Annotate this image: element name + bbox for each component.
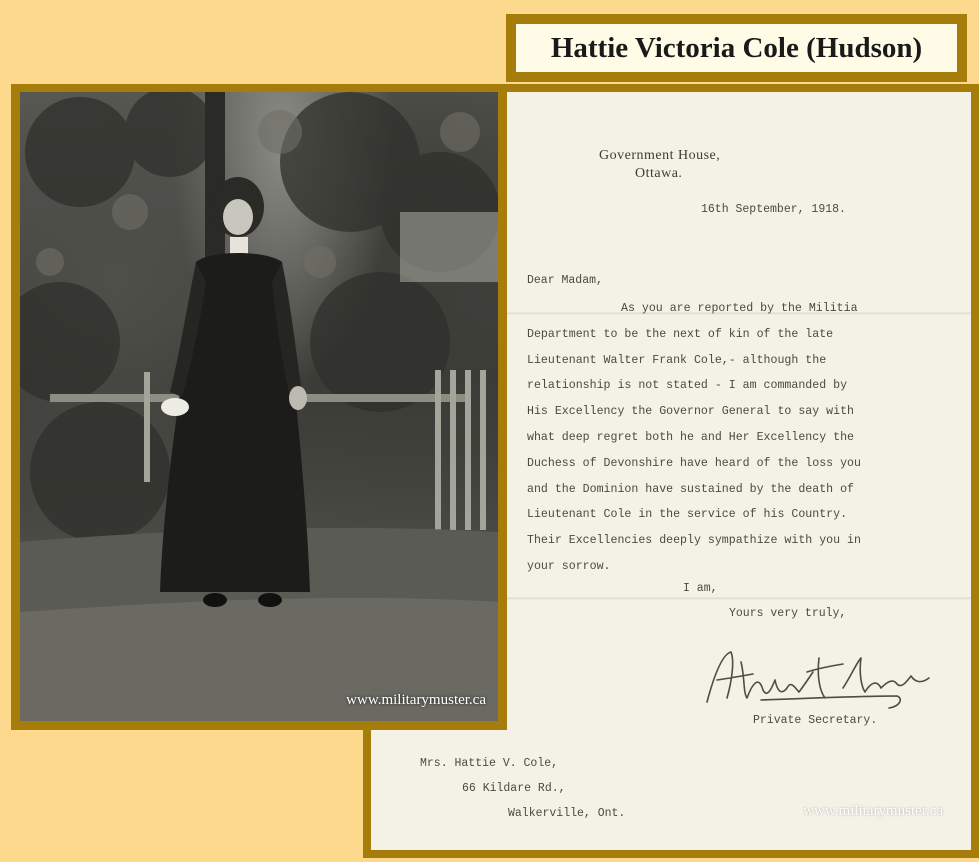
letter-body-line: Lieutenant Walter Frank Cole,- although the xyxy=(527,353,827,367)
letter-date: 16th September, 1918. xyxy=(701,203,846,216)
letter-body-line: your sorrow. xyxy=(527,559,611,573)
letter-body-line: relationship is not stated - I am commanded by xyxy=(527,379,848,393)
letter-body xyxy=(527,296,861,580)
title-frame xyxy=(506,14,967,82)
letter-body-line: Department to be the next of kin of the late xyxy=(527,327,834,341)
letterhead-line-2: Ottawa. xyxy=(635,166,683,181)
portrait-illustration xyxy=(20,92,498,721)
letter-body-line: Lieutenant Cole in the service of his Country. xyxy=(527,508,848,522)
watermark-photo[interactable]: www.militarymuster.ca xyxy=(346,692,486,708)
letter-body-line: His Excellency the Governor General to say with xyxy=(527,405,854,419)
letter-valediction: Yours very truly, xyxy=(729,607,847,620)
letter-body-line: what deep regret both he and Her Excellency the xyxy=(527,430,854,444)
portrait-photo xyxy=(20,92,498,721)
photo-frame xyxy=(11,84,507,730)
address-name: Mrs. Hattie V. Cole, xyxy=(420,757,559,770)
signer-title: Private Secretary. xyxy=(753,714,878,727)
handwritten-signature xyxy=(701,632,941,712)
letter-closing: I am, xyxy=(683,582,718,595)
letter-body-line: Their Excellencies deeply sympathize with you in xyxy=(527,534,861,548)
page-title: Hattie Victoria Cole (Hudson) xyxy=(516,24,957,72)
letter-body-line: Duchess of Devonshire have heard of the loss you xyxy=(527,456,861,470)
watermark-letter[interactable]: www.militarymuster.ca xyxy=(803,803,943,819)
address-street: 66 Kildare Rd., xyxy=(462,782,566,795)
letterhead-line-1: Government House, xyxy=(599,148,721,163)
letter-salutation: Dear Madam, xyxy=(527,274,603,287)
letter-body-line: As you are reported by the Militia xyxy=(621,302,858,315)
letter-body-line: and the Dominion have sustained by the death of xyxy=(527,482,854,496)
address-city: Walkerville, Ont. xyxy=(508,807,626,820)
